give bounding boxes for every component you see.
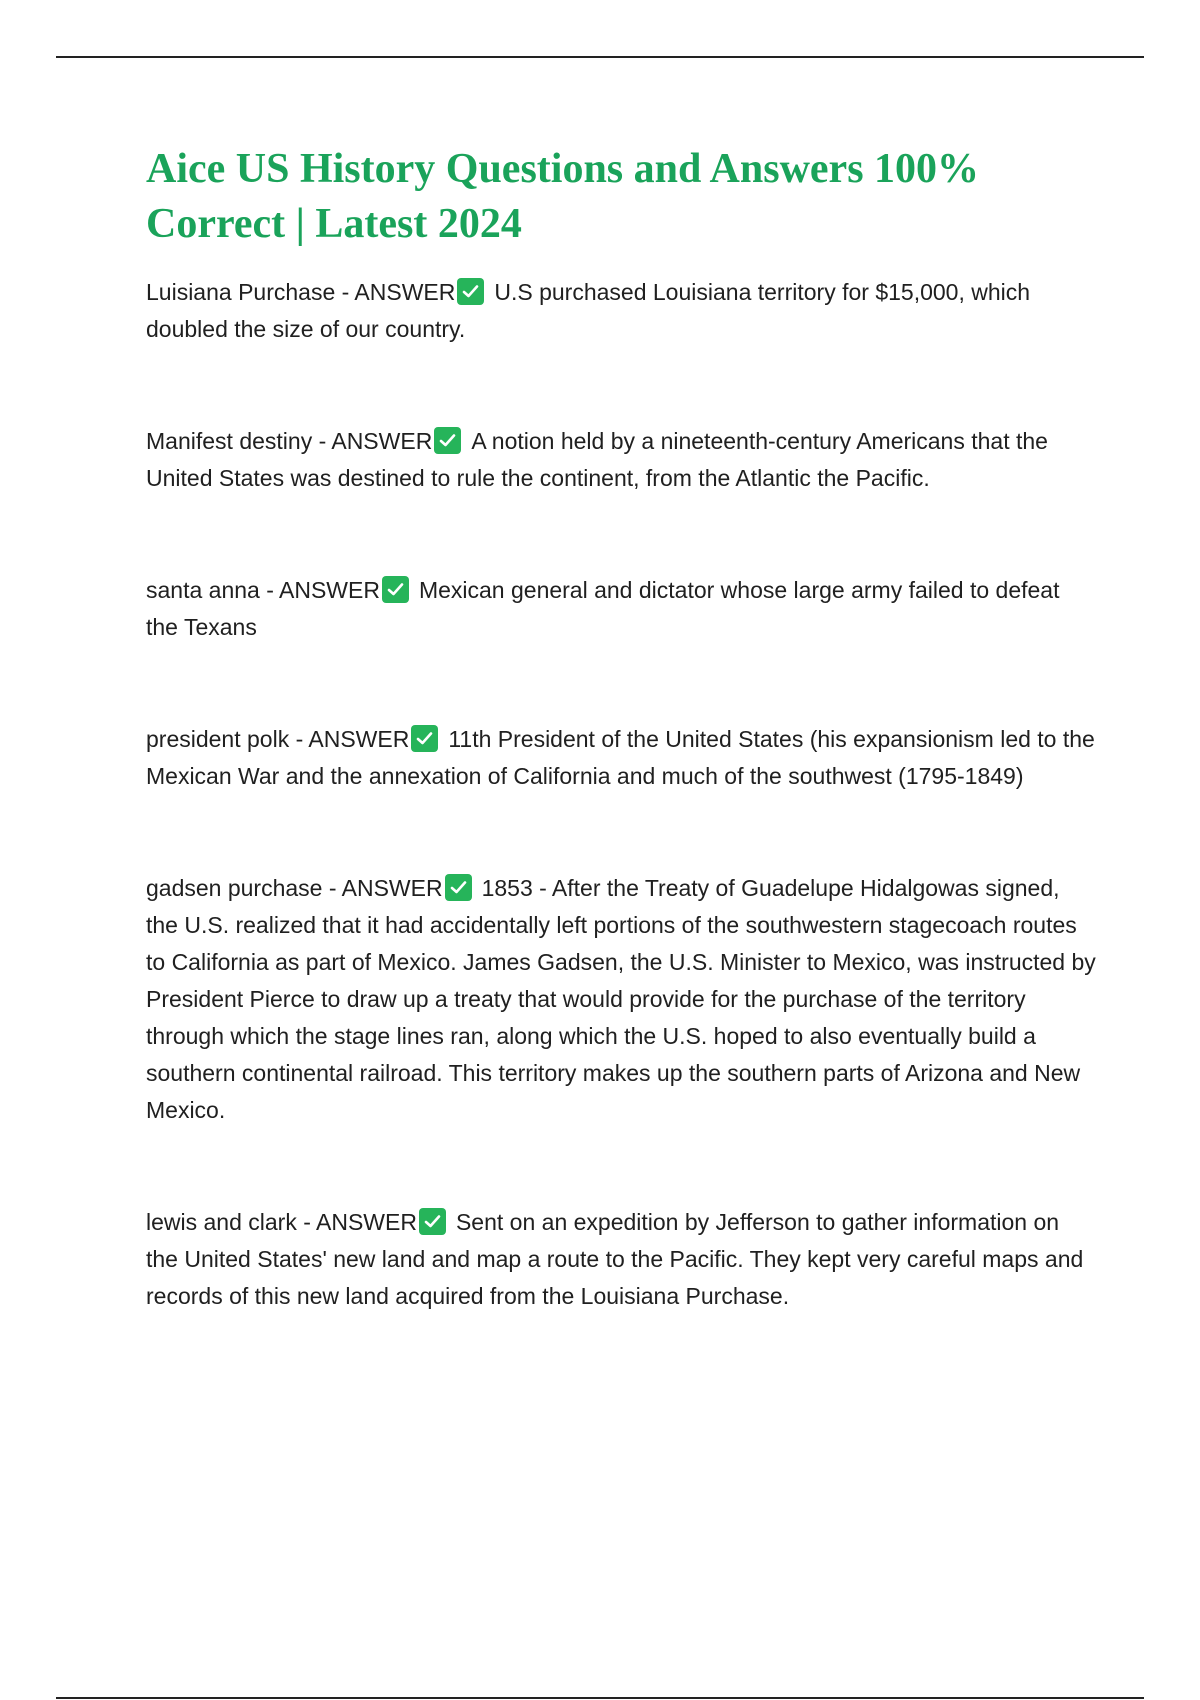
qa-item — [146, 721, 1096, 795]
check-mark-icon — [382, 576, 409, 603]
check-mark-icon — [419, 1208, 446, 1235]
qa-item — [146, 870, 1096, 1129]
top-divider — [56, 56, 1144, 58]
answer-text: A notion held by a nineteenth-century Americans that the United States was destined to rule the continent, from the Atlantic the Pacific. — [146, 428, 1048, 491]
qa-item — [146, 423, 1096, 497]
answer-text: Mexican general and dictator whose large army failed to defeat the Texans — [146, 577, 1060, 640]
qa-item — [146, 572, 1096, 646]
question-term: lewis and clark - ANSWER — [146, 1209, 417, 1235]
question-term: santa anna - ANSWER — [146, 577, 380, 603]
qa-item — [146, 274, 1096, 348]
check-mark-icon — [434, 427, 461, 454]
answer-text: 11th President of the United States (his expansionism led to the Mexican War and the annexation of California and much of the southwest (1795-1849) — [146, 726, 1095, 789]
document-body — [146, 142, 1096, 1390]
answer-text: U.S purchased Louisiana territory for $15,000, which doubled the size of our country. — [146, 279, 1031, 342]
question-term: Manifest destiny - ANSWER — [146, 428, 433, 454]
qa-item — [146, 1204, 1096, 1315]
question-term: president polk - ANSWER — [146, 726, 410, 752]
check-mark-icon — [445, 874, 472, 901]
answer-text: 1853 - After the Treaty of Guadelupe Hidalgowas signed, the U.S. realized that it had accidentally left portions of the southwestern stagecoach routes to California as part of Mexico. James Gadsen, the U.S. Minister to Mexico, was instructed by President Pierce to draw up a treaty that would provide for the purchase of the territory through which the stage lines ran, along which the U.S. hoped to also eventually build a southern continental railroad. This territory makes up the southern parts of Arizona and New Mexico. — [146, 875, 1096, 1123]
check-mark-icon — [457, 278, 484, 305]
document-title: Aice US History Questions and Answers 100% Correct | Latest 2024 — [146, 146, 980, 247]
question-term: Luisiana Purchase - ANSWER — [146, 279, 456, 305]
question-term: gadsen purchase - ANSWER — [146, 875, 443, 901]
check-mark-icon — [411, 725, 438, 752]
answer-text: Sent on an expedition by Jefferson to gather information on the United States' new land and map a route to the Pacific. They kept very careful maps and records of this new land acquired from the Louisiana Purchase. — [146, 1209, 1084, 1309]
bottom-divider — [56, 1697, 1144, 1699]
